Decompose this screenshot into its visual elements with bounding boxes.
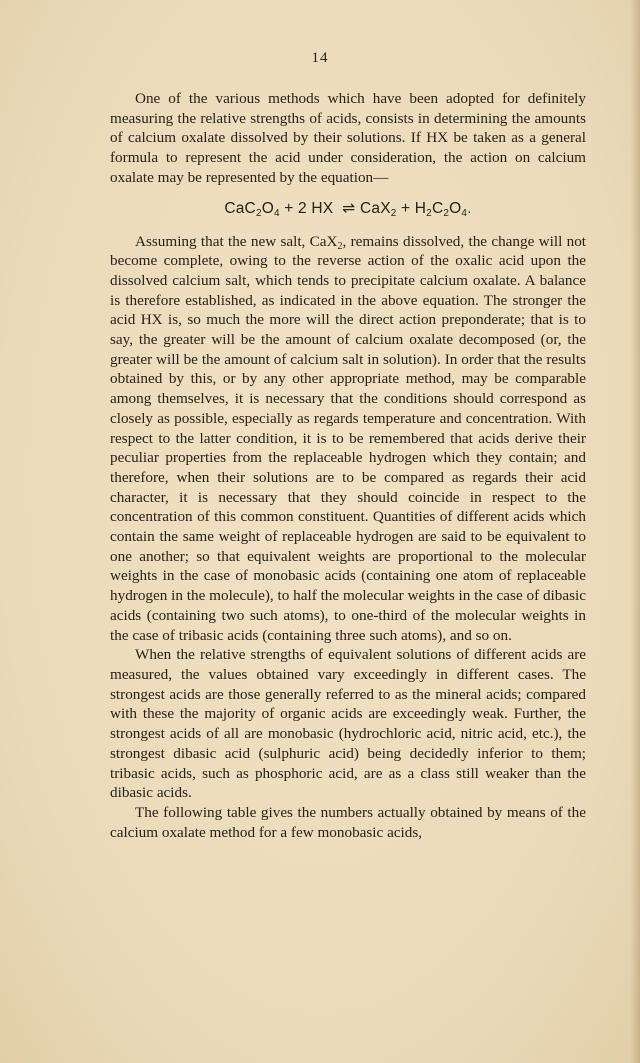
- body-text: [110, 89, 586, 842]
- paragraph-relative-strengths: When the relative strengths of equivalent solutions of different acids are measured, the values obtained vary exceedingly in different cases. The strongest acids are those generally referred to as the mineral acids; compared with these the majority of organic acids are exceedingly weak. Further, the strongest acids of all are monobasic (hydrochloric acid, nitric acid, etc.), the strongest dibasic acid (sulphuric acid) being decidedly inferior to them; tribasic acids, such as phosphoric acid, are as a class still weaker than the dibasic acids.: [110, 646, 586, 802]
- eq-term-calcium-oxalate: CaC: [224, 199, 256, 217]
- eq-subscript: 2: [255, 207, 262, 219]
- eq-period: .: [467, 199, 472, 217]
- page-number: 14: [311, 50, 329, 66]
- paragraph-equilibrium: [110, 232, 586, 646]
- eq-subscript: 4: [461, 207, 468, 219]
- eq-subscript: 2: [443, 207, 450, 219]
- eq-subscript: 2: [426, 207, 432, 219]
- paragraph-intro: One of the various methods which have been adopted for definitely measuring the relative strengths of acids, consists in determining the amounts of calcium oxalate dissolved by their solutions. If HX be taken as a general formula to represent the acid under consideration, the action on calcium oxalate may be represented by the equation—: [110, 90, 586, 186]
- eq-term-acid: + 2 HX: [279, 199, 338, 217]
- eq-term-carbon: C: [431, 199, 444, 217]
- eq-term-oxygen: O: [261, 199, 274, 217]
- page-edge-shadow: [630, 0, 640, 1063]
- eq-subscript: 4: [273, 207, 280, 219]
- paragraph-equilibrium-start: Assuming that the new salt, CaX: [135, 232, 338, 250]
- equilibrium-arrow-icon: ⇌: [342, 199, 356, 217]
- chemical-equation: [110, 198, 586, 220]
- inline-subscript: 2: [337, 240, 343, 252]
- eq-term-oxalic-acid: + H: [396, 199, 427, 217]
- eq-term-oxygen: O: [449, 199, 462, 217]
- eq-subscript: 2: [390, 207, 397, 219]
- paragraph-equilibrium-rest: , remains dissolved, the change will not become complete, owing to the reverse action of the oxalic acid upon the dissolved calcium salt, which tends to precipitate calcium oxalate. A balance is therefore established, as indicated in the above equation. The stronger the acid HX is, so much the more will the direct action preponderate; that is to say, the greater will be the amount of calcium oxalate decomposed (or, the greater will be the amount of calcium salt in solution). In order that the results obtained by this, or by any other appropriate method, may be comparable among themselves, it is necessary that the conditions should correspond as closely as possible, especially as regards temperature and concentration. With respect to the latter condition, it is to be remembered that acids derive their peculiar properties from the replaceable hydrogen which they contain; and therefore, when their solutions are to be compared as regards their acid character, it is necessary that they should coincide in respect to the concentration of this common constituent. Quantities of different acids which contain the same weight of replaceable hydrogen are said to be equivalent to one another; so that equivalent weights are proportional to the molecular weights in the case of monobasic acids (containing one atom of replaceable hydrogen in the molecule), to half the molecular weights in the case of dibasic acids (containing two such atoms), to one-third of the molecular weights in the case of tribasic acids (containing three such atoms), and so on.: [110, 232, 587, 644]
- eq-term-calcium-salt: CaX: [355, 199, 391, 217]
- paragraph-table-intro: The following table gives the numbers actually obtained by means of the calcium oxalate method for a few monobasic acids,: [110, 803, 586, 841]
